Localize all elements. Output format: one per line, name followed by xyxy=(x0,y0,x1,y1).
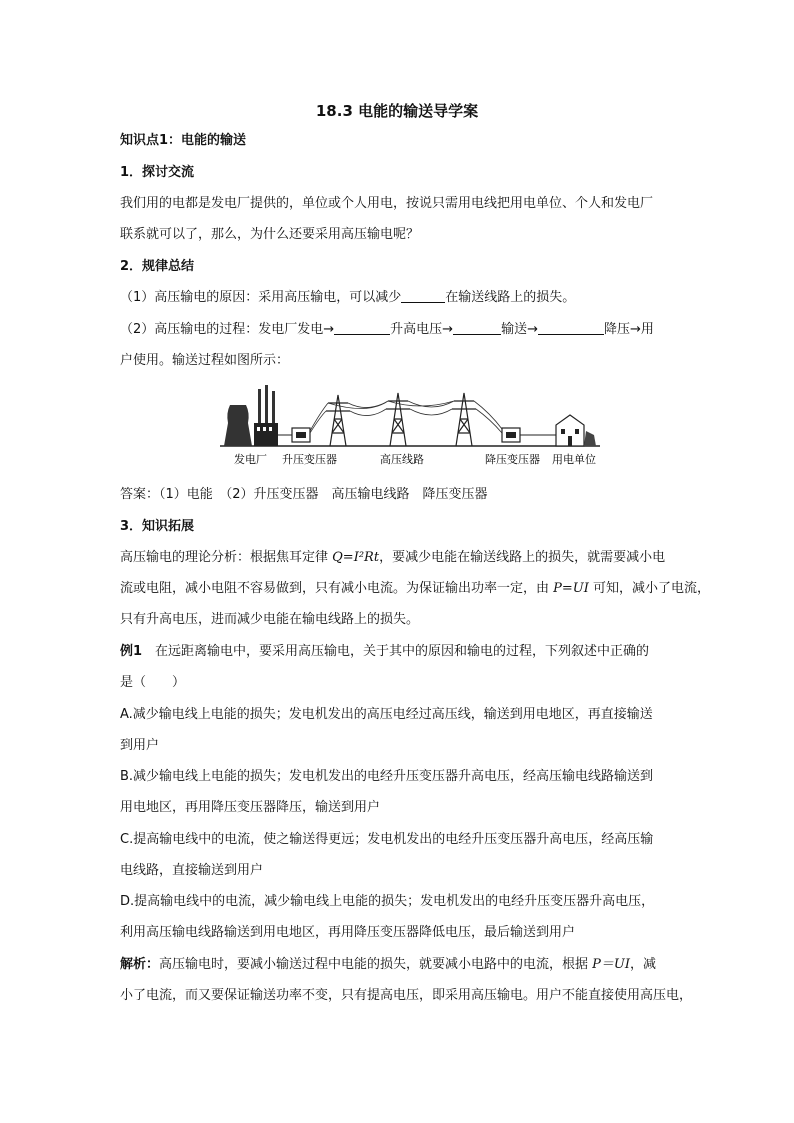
diagram-label: 用电单位 xyxy=(552,453,596,466)
transmission-diagram-svg xyxy=(220,383,600,468)
answer-blank[interactable] xyxy=(401,288,445,303)
paragraph-line xyxy=(120,548,700,568)
paragraph-line: 只有升高电压，进而减少电能在输电线路上的损失。 xyxy=(120,612,420,627)
text-segment: ，减 xyxy=(630,957,657,972)
solution-label: 解析： xyxy=(120,957,160,972)
example-label: 例1 xyxy=(120,644,143,659)
transmission-tower-icon xyxy=(386,393,410,446)
option-d[interactable]: D.提高输电线中的电流，减少输电线上电能的损失；发电机发出的电经升压变压器升高电压， xyxy=(120,894,655,909)
text-segment: 高压输电时，要减小输送过程中电能的损失，就要减小电路中的电流，根据 xyxy=(159,957,593,972)
paragraph-line xyxy=(120,579,711,599)
subheading-discussion: 1．探讨交流 xyxy=(120,165,195,180)
text-segment: ，要减少电能在输送线路上的损失，就需要减小电 xyxy=(379,550,666,565)
transmission-tower-icon xyxy=(452,393,476,446)
example-question xyxy=(120,642,700,662)
fill-in-line-1 xyxy=(120,288,700,308)
answer-blank[interactable] xyxy=(453,320,501,335)
formula: P=UI xyxy=(553,581,589,596)
text-segment: （1）高压输电的原因：采用高压输电，可以减少 xyxy=(120,290,402,305)
chimney-icon xyxy=(265,385,268,429)
page-title: 18.3 电能的输送导学案 xyxy=(315,102,479,120)
paragraph-line: 联系就可以了，那么，为什么还要采用高压输电呢？ xyxy=(120,227,420,242)
diagram-label: 高压线路 xyxy=(380,453,424,466)
answer-line: 答案：（1）电能 （2）升压变压器 高压输电线路 降压变压器 xyxy=(120,487,488,502)
option-c[interactable]: C.提高输电线中的电流，使之输送得更远；发电机发出的电经升压变压器升高电压，经高压输 xyxy=(120,832,654,847)
solution-line: 小了电流，而又要保证输送功率不变，只有提高电压，即采用高压输电。用户不能直接使用高压电， xyxy=(120,988,693,1003)
example-question-cont: 是（ ） xyxy=(120,675,186,690)
subheading-extension: 3．知识拓展 xyxy=(120,519,195,534)
subheading-summary: 2．规律总结 xyxy=(120,259,195,274)
formula: Q=I²Rt xyxy=(332,550,380,565)
text-segment: 输送→ xyxy=(501,322,538,337)
paragraph-line: 户使用。输送过程如图所示： xyxy=(120,353,290,368)
diagram-label: 升压变压器 xyxy=(282,453,337,466)
transmission-diagram xyxy=(220,383,600,468)
solution-line xyxy=(120,955,700,975)
plant-building-icon xyxy=(254,423,278,446)
text-segment: 降压→用 xyxy=(603,322,654,337)
text-segment: （2）高压输电的过程：发电厂发电→ xyxy=(120,322,335,337)
text-segment: 在输送线路上的损失。 xyxy=(445,290,576,305)
option-a[interactable]: A.减少输电线上电能的损失；发电机发出的高压电经过高压线，输送到用电地区，再直接输送 xyxy=(120,707,653,722)
option-b-cont: 用电地区，再用降压变压器降压，输送到用户 xyxy=(120,800,381,815)
option-c-cont: 电线路，直接输送到用户 xyxy=(120,863,264,878)
answer-blank[interactable] xyxy=(334,320,390,335)
cooling-tower-icon xyxy=(224,405,252,446)
text-segment: 流或电阻，减小电阻不容易做到，只有减小电流。为保证输出功率一定，由 xyxy=(120,581,554,596)
text-segment: 高压输电的理论分析：根据焦耳定律 xyxy=(120,550,333,565)
text-segment: 升高电压→ xyxy=(390,322,454,337)
answer-blank[interactable] xyxy=(538,320,604,335)
tree-icon xyxy=(584,431,596,446)
transmission-tower-icon xyxy=(326,395,350,446)
paragraph-line: 我们用的电都是发电厂提供的，单位或个人用电，按说只需用电线把用电单位、个人和发电厂 xyxy=(120,196,654,211)
option-a-cont: 到用户 xyxy=(120,738,160,753)
option-b[interactable]: B.减少输电线上电能的损失；发电机发出的电经升压变压器升高电压，经高压输电线路输送到 xyxy=(120,769,654,784)
formula: P＝UI xyxy=(592,957,630,972)
section-heading: 知识点1：电能的输送 xyxy=(120,133,247,148)
option-d-cont: 利用高压输电线路输送到用电地区，再用降压变压器降低电压，最后输送到用户 xyxy=(120,925,576,940)
text-segment: 可知，减小了电流， xyxy=(588,581,711,596)
fill-in-line-2 xyxy=(120,320,700,340)
diagram-label: 降压变压器 xyxy=(485,453,540,466)
diagram-label: 发电厂 xyxy=(234,453,267,466)
power-lines xyxy=(310,401,502,433)
text-segment: 在远距离输电中，要采用高压输电，关于其中的原因和输电的过程，下列叙述中正确的 xyxy=(142,644,650,659)
